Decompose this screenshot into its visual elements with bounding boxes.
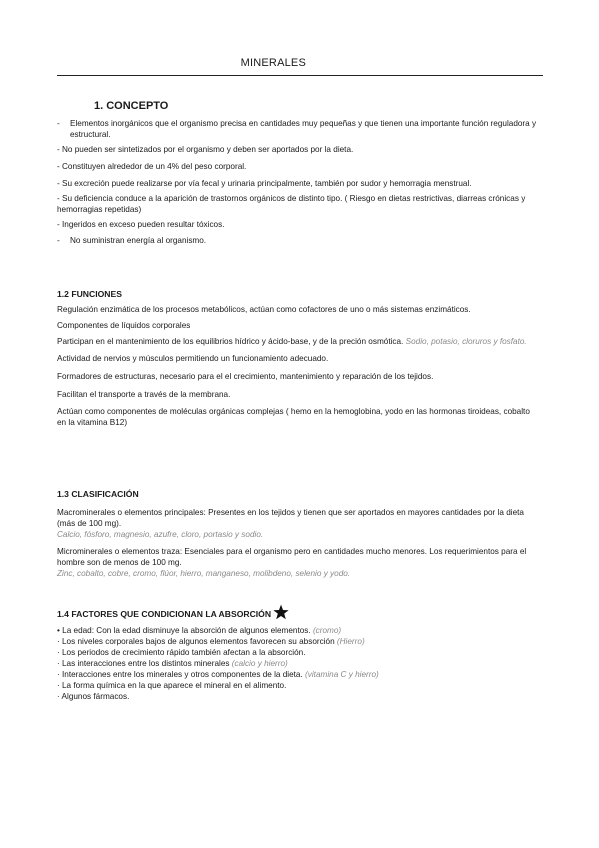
list-item: - No pueden ser sintetizados por el organismo y deben ser aportados por la dieta. [57,145,354,154]
section-concepto [57,100,537,112]
section-funciones [57,289,537,428]
paragraph: Actividad de nervios y músculos permitiendo un funcionamiento adecuado. [57,354,329,363]
list-item-text: · Las interacciones entre los distintos minerales [57,659,230,668]
list-item [57,680,537,691]
paragraph: Microminerales o elementos traza: Esenciales para el organismo pero en cantidades mucho menores. Los requerimientos para el hombre son de menos de 100 mg. [57,547,527,567]
section-heading: 1.3 CLASIFICACIÓN [57,489,139,499]
section-clasificacion [57,489,537,579]
list-item-note: (Hierro) [336,637,365,646]
list-item [57,669,537,680]
section-factores [57,604,537,702]
list-item [57,647,537,658]
section-heading: 1. CONCEPTO [94,100,169,112]
list-item [57,625,537,636]
paragraph [57,336,537,347]
list-item [57,658,537,669]
page-header-title: MINERALES [240,57,306,69]
list-item-text: · Los niveles corporales bajos de algunos elementos favorecen su absorción [57,637,335,646]
paragraph: Facilitan el transporte a través de la membrana. [57,390,231,399]
list-item [57,118,537,140]
list-item-text: Elementos inorgánicos que el organismo precisa en cantidades muy pequeñas y que tienen una importante función reguladora y estructural. [70,119,537,139]
paragraph: Componentes de líquidos corporales [57,321,191,330]
list-item: - Su excreción puede realizarse por vía fecal y urinaria principalmente, también por sudor y hemorragia menstrual. [57,179,472,188]
concepto-list [57,118,537,246]
list-item-note: (calcio y hierro) [231,659,288,668]
list-item [57,636,537,647]
list-item-text: · Algunos fármacos. [57,692,130,701]
bullet-mark: - [57,119,60,128]
list-item-text: · La forma química en la que aparece el mineral en el alimento. [57,681,287,690]
header-divider [57,75,543,76]
list-item-note: (cromo) [312,626,342,635]
list-item-text: • La edad: Con la edad disminuye la absorción de algunos elementos. [57,626,311,635]
list-item: - Su deficiencia conduce a la aparición de trastornos orgánicos de distinto tipo. ( Riesgo en dietas restrictivas, diarreas crónicas y hemorragias repetidas) [57,194,526,214]
paragraph-note: Sodio, potasio, cloruros y fosfato. [405,337,527,346]
paragraph: Formadores de estructuras, necesario para el el crecimiento, mantenimiento y reparación de los tejidos. [57,372,434,381]
list-item: - Ingeridos en exceso pueden resultar tóxicos. [57,220,225,229]
list-item-note: (vitamina C y hierro) [305,670,379,679]
list-item-text: · Los periodos de crecimiento rápido también afectan a la absorción. [57,648,306,657]
paragraph: Regulación enzimática de los procesos metabólicos, actúan como cofactores de uno o más sistemas enzimáticos. [57,305,471,314]
list-item: - Constituyen alrededor de un 4% del peso corporal. [57,162,247,171]
section-heading: 1.2 FUNCIONES [57,289,122,299]
list-item-text: No suministran energía al organismo. [70,236,207,245]
list-item [57,235,537,246]
paragraph-text: Participan en el mantenimiento de los equilibrios hídrico y ácido-base, y de la preción osmótica. [57,337,404,346]
section-heading [57,604,537,620]
paragraph: Actúan como componentes de moléculas orgánicas complejas ( hemo en la hemoglobina, yodo en las hormonas tiroideas, cobalto en la vitamina B12) [57,407,530,427]
section-heading-text: 1.4 FACTORES QUE CONDICIONAN LA ABSORCIÓN [57,609,272,619]
list-item [57,691,537,702]
bullet-mark: - [57,236,60,245]
examples-note: Zinc, cobalto, cobre, cromo, flúor, hierro, manganeso, molibdeno, selenio y yodo. [57,569,351,578]
examples-note: Calcio, fósforo, magnesio, azufre, cloro, portasio y sodio. [57,530,264,539]
paragraph: Macrominerales o elementos principales: Presentes en los tejidos y tienen que ser aportados en mayores cantidades por la dieta (más de 100 mg). [57,508,524,528]
star-icon [273,604,289,620]
list-item-text: · Interacciones entre los minerales y otros componentes de la dieta. [57,670,303,679]
